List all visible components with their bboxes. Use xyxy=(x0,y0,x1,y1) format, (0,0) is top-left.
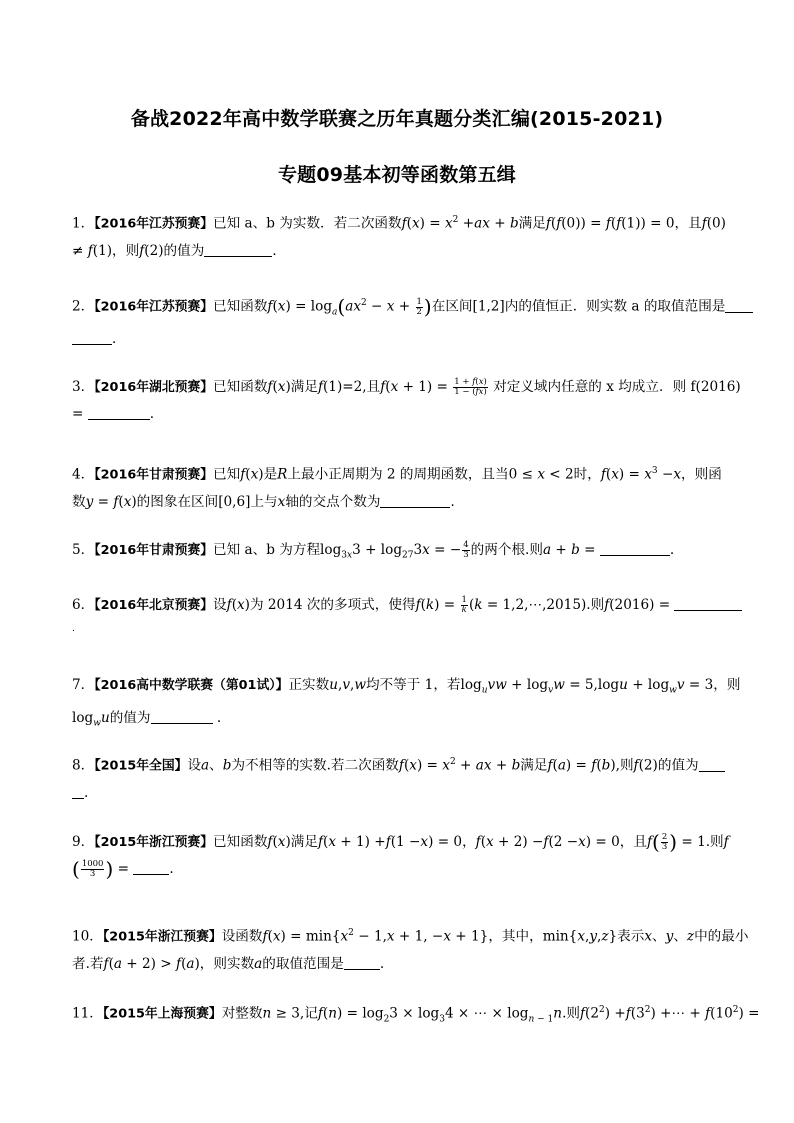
question-source-tag: 【2016年甘肃预赛】 xyxy=(94,543,214,558)
question-number: 3． xyxy=(72,379,95,395)
question-number: 1． xyxy=(72,215,95,232)
question-2: 2．【2016年江苏预赛】已知函数$f(x) = \log_a(ax^2 - x$ + $\frac{1}{2}$ )在区间[1,2]内的值恒正．则实数 a 的取值范围是 ． xyxy=(72,290,724,353)
question-1: 1．【2016年江苏预赛】已知 a、b 为实数．若二次函数$f(x) = x^2 +ax + b$满足f(f(0)) = f(f(1)) = 0，且f(0) ≠ f(1)，则f(2)的值为 ． xyxy=(72,215,726,259)
question-6: 6．【2016年北京预赛】设f(x)为 2014 次的多项式，使得f(k) = $\frac{1}{k}$ (k = 1,2,⋯,2015).则f(2016) = . xyxy=(72,592,724,639)
question-number: 9． xyxy=(72,834,95,850)
question-10: 10．【2015年浙江预赛】设函数$f(x) = \min\{x^2 - 1,x + 1$, −x + 1}，其中，min{x,y,z}表示x、y、z中的最小 者.若f(a + 2) > f(a)，则实数a的取值范围是 . xyxy=(72,928,749,972)
question-source-tag: 【2016年江苏预赛】 xyxy=(94,299,214,315)
question-number: 8． xyxy=(72,757,95,774)
question-source-tag: 【2016年北京预赛】 xyxy=(94,598,214,613)
question-number: 4． xyxy=(72,466,95,483)
question-9: 9．【2015年浙江预赛】已知函数f(x)满足f(x + 1) +f(1 −x) = 0，f(x + 2) −f(2 −x) = 0，且f( $\frac{2}{3}$ ) = 1.则f ( $\frac{1000}{3}$ ) = . xyxy=(72,830,729,881)
question-7: 7．【2016高中数学联赛（第01试）】正实数u,v,w均不等于 1，若$\log_uvw + \log_vw = 5,\log u + \log_wv = 3$，则 $\log_wu$的值为 . xyxy=(72,677,741,729)
question-source-tag: 【2016高中数学联赛（第01试）】 xyxy=(94,678,289,693)
question-number: 2． xyxy=(72,298,95,315)
question-source-tag: 【2016年甘肃预赛】 xyxy=(94,467,214,483)
question-source-tag: 【2016年江苏预赛】 xyxy=(94,216,214,232)
document-subtitle: 专题09基本初等函数第五缉 xyxy=(277,164,517,186)
question-source-tag: 【2016年湖北预赛】 xyxy=(94,380,214,395)
document-title: 备战2022年高中数学联赛之历年真题分类汇编(2015-2021) xyxy=(130,108,664,130)
question-8: 8．【2015年全国】设a、b为不相等的实数.若二次函数$f(x) = x^2$ + ax + b满足f(a) = f(b),则f(2)的值为 . xyxy=(72,749,724,807)
question-number: 7． xyxy=(72,677,95,693)
question-source-tag: 【2015年上海预赛】 xyxy=(102,1006,222,1022)
question-source-tag: 【2015年浙江预赛】 xyxy=(102,929,222,945)
question-number: 6． xyxy=(72,597,95,613)
question-number: 11． xyxy=(72,1005,103,1022)
question-number: 10． xyxy=(72,928,103,945)
question-source-tag: 【2015年浙江预赛】 xyxy=(94,835,214,850)
question-source-tag: 【2015年全国】 xyxy=(94,758,188,774)
question-11: 11．【2015年上海预赛】对整数n ≥ 3,记$f(n) = \log_23 \times \log_34$ × ⋯ × $\log_{n - 1}n$.则$f(2^2) +f(3^2)$ +⋯ + $f(10^2)$ = xyxy=(72,1005,760,1025)
question-number: 5． xyxy=(72,542,95,558)
question-4: 4．【2016年甘肃预赛】已知f(x)是R上最小正周期为 2 的周期函数，且当0 ≤ x < 2时，$f(x) = x^3 -x$，则函 数y = f(x)的图象在区间[0,6]上与x轴的交点个数为 ． xyxy=(72,466,722,510)
question-5: 5．【2016年甘肃预赛】已知 a、b 为方程$\log_{3x}3 + \log_{27}3x$ = − $\frac{4}{3}$ 的两个根.则a + b = . xyxy=(72,540,675,561)
question-3: 3．【2016年湖北预赛】已知函数f(x)满足f(1)=2,且f(x + 1) = $\frac{1 + f(x)}{1 - (fx)}$ 对定义域内任意的 x 均成立．则 f(2016) = . xyxy=(72,377,741,422)
